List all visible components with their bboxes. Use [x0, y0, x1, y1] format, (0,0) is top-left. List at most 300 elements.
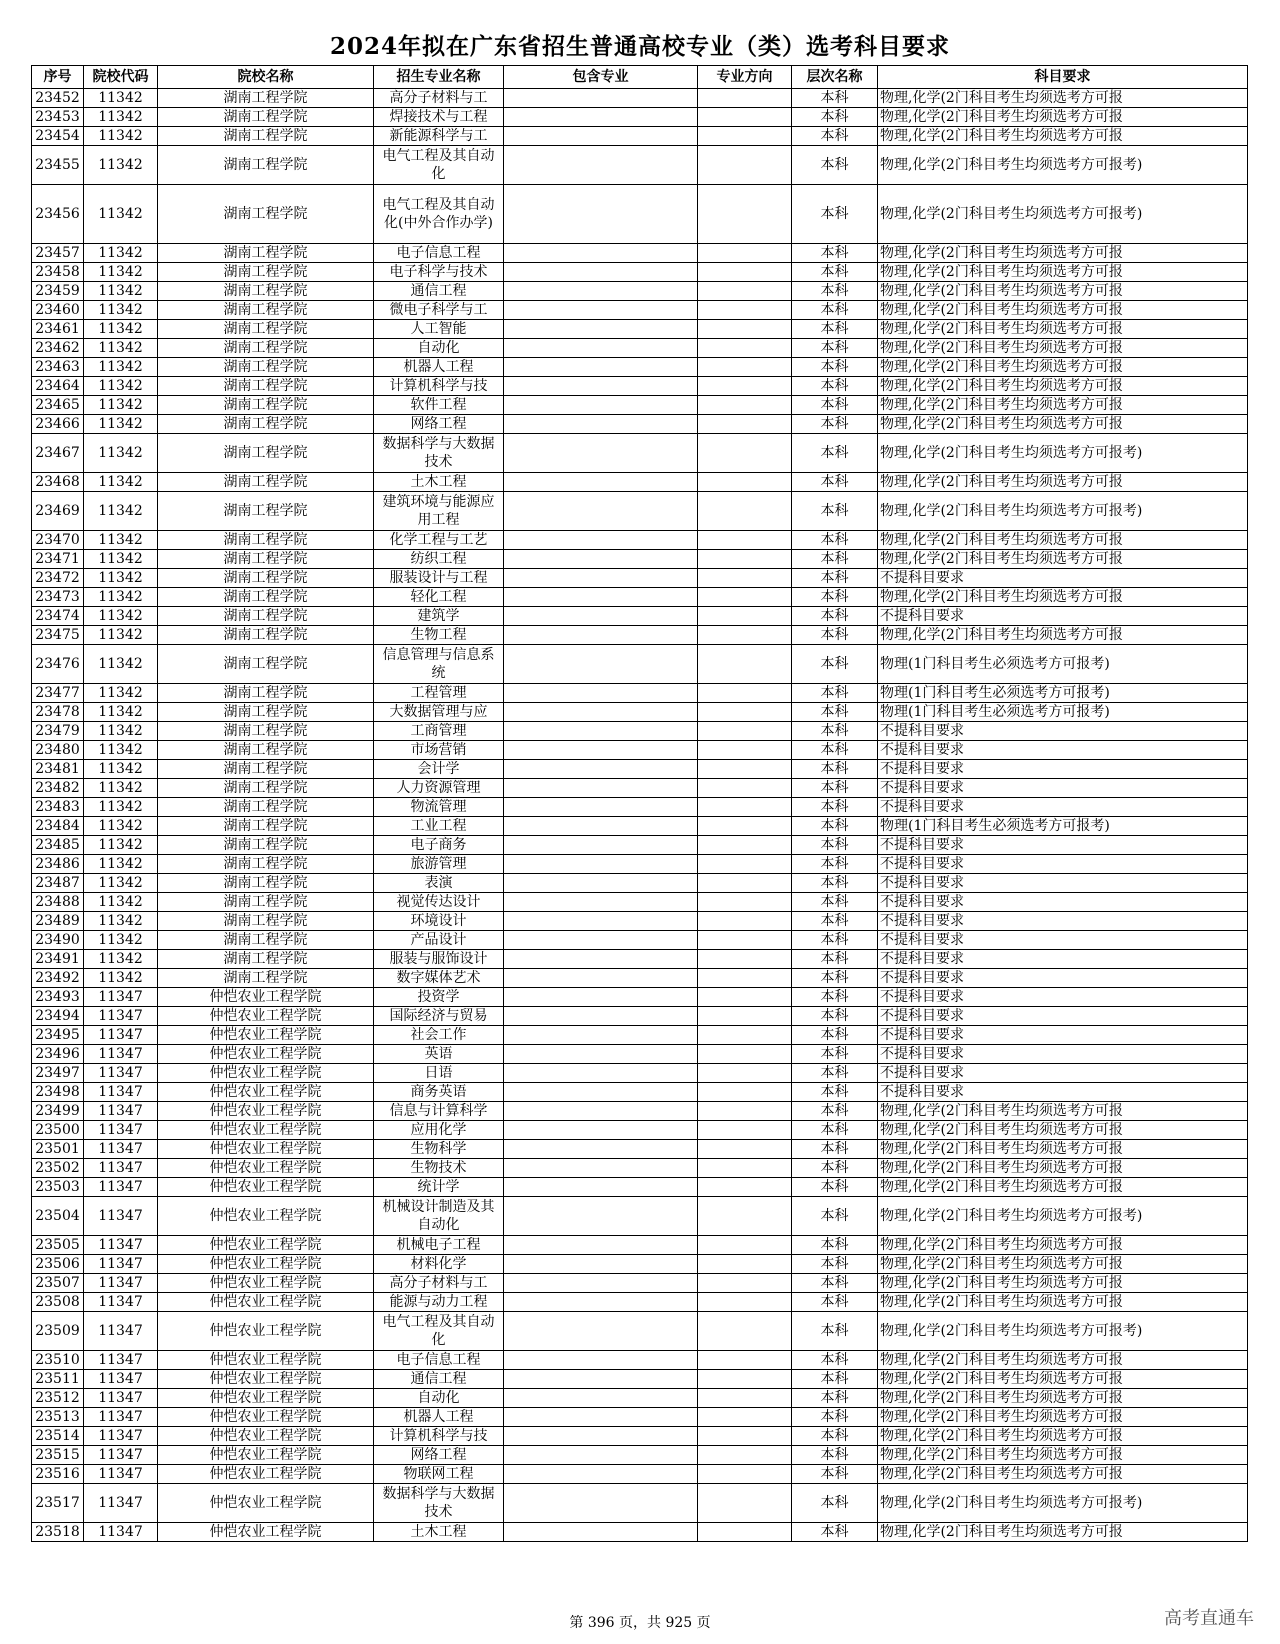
cell-major-name: 电气工程及其自动化	[374, 146, 504, 185]
cell-subject-requirement: 不提科目要求	[878, 950, 1248, 969]
cell-major-name: 机器人工程	[374, 1408, 504, 1427]
cell-level: 本科	[792, 741, 878, 760]
cell-school-name: 湖南工程学院	[158, 146, 374, 185]
cell-seq: 23477	[32, 684, 84, 703]
cell-included-majors	[504, 146, 698, 185]
cell-seq: 23475	[32, 626, 84, 645]
table-row	[32, 1427, 1248, 1446]
cell-seq: 23474	[32, 607, 84, 626]
cell-school-code: 11342	[84, 607, 158, 626]
cell-included-majors	[504, 1274, 698, 1293]
cell-level: 本科	[792, 473, 878, 492]
cell-major-direction	[698, 108, 792, 127]
cell-level: 本科	[792, 607, 878, 626]
cell-major-direction	[698, 684, 792, 703]
cell-major-direction	[698, 626, 792, 645]
cell-level: 本科	[792, 1484, 878, 1523]
cell-school-code: 11342	[84, 760, 158, 779]
cell-school-name: 湖南工程学院	[158, 301, 374, 320]
cell-subject-requirement: 物理,化学(2门科目考生均须选考方可报	[878, 396, 1248, 415]
cell-seq: 23471	[32, 550, 84, 569]
cell-subject-requirement: 不提科目要求	[878, 988, 1248, 1007]
table-row	[32, 1255, 1248, 1274]
cell-major-name: 网络工程	[374, 1446, 504, 1465]
cell-subject-requirement: 物理(1门科目考生必须选考方可报考)	[878, 703, 1248, 722]
cell-level: 本科	[792, 1465, 878, 1484]
cell-seq: 23515	[32, 1446, 84, 1465]
cell-subject-requirement: 物理,化学(2门科目考生均须选考方可报	[878, 1255, 1248, 1274]
cell-seq: 23466	[32, 415, 84, 434]
table-row	[32, 492, 1248, 531]
table-row	[32, 607, 1248, 626]
cell-subject-requirement: 不提科目要求	[878, 722, 1248, 741]
cell-seq: 23481	[32, 760, 84, 779]
cell-seq: 23458	[32, 263, 84, 282]
page-title: 2024年拟在广东省招生普通高校专业（类）选考科目要求	[329, 33, 950, 60]
cell-school-code: 11347	[84, 1083, 158, 1102]
cell-major-name: 土木工程	[374, 1523, 504, 1542]
table-row	[32, 339, 1248, 358]
cell-included-majors	[504, 588, 698, 607]
cell-major-direction	[698, 569, 792, 588]
cell-included-majors	[504, 607, 698, 626]
cell-major-name: 产品设计	[374, 931, 504, 950]
cell-level: 本科	[792, 1140, 878, 1159]
cell-included-majors	[504, 1408, 698, 1427]
cell-subject-requirement: 物理,化学(2门科目考生均须选考方可报	[878, 377, 1248, 396]
cell-level: 本科	[792, 1026, 878, 1045]
cell-major-direction	[698, 1159, 792, 1178]
cell-included-majors	[504, 569, 698, 588]
cell-included-majors	[504, 1083, 698, 1102]
cell-seq: 23472	[32, 569, 84, 588]
cell-major-direction	[698, 1140, 792, 1159]
cell-included-majors	[504, 1026, 698, 1045]
cell-subject-requirement: 物理,化学(2门科目考生均须选考方可报	[878, 1102, 1248, 1121]
cell-major-direction	[698, 1312, 792, 1351]
cell-subject-requirement: 物理,化学(2门科目考生均须选考方可报	[878, 1293, 1248, 1312]
cell-major-name: 生物科学	[374, 1140, 504, 1159]
cell-seq: 23484	[32, 817, 84, 836]
cell-seq: 23490	[32, 931, 84, 950]
cell-major-direction	[698, 358, 792, 377]
cell-level: 本科	[792, 1236, 878, 1255]
cell-level: 本科	[792, 146, 878, 185]
cell-seq: 23509	[32, 1312, 84, 1351]
cell-included-majors	[504, 969, 698, 988]
table-row	[32, 1408, 1248, 1427]
cell-seq: 23456	[32, 185, 84, 244]
cell-seq: 23495	[32, 1026, 84, 1045]
cell-school-name: 仲恺农业工程学院	[158, 1102, 374, 1121]
cell-major-direction	[698, 377, 792, 396]
cell-level: 本科	[792, 531, 878, 550]
cell-level: 本科	[792, 1370, 878, 1389]
header-school-name: 院校名称	[158, 66, 374, 89]
cell-major-name: 电气工程及其自动化(中外合作办学)	[374, 185, 504, 244]
cell-school-code: 11347	[84, 1064, 158, 1083]
table-row	[32, 1045, 1248, 1064]
cell-school-name: 仲恺农业工程学院	[158, 988, 374, 1007]
cell-level: 本科	[792, 244, 878, 263]
cell-seq: 23465	[32, 396, 84, 415]
cell-school-name: 湖南工程学院	[158, 626, 374, 645]
cell-school-code: 11342	[84, 836, 158, 855]
cell-level: 本科	[792, 1159, 878, 1178]
cell-school-name: 仲恺农业工程学院	[158, 1427, 374, 1446]
cell-seq: 23500	[32, 1121, 84, 1140]
cell-subject-requirement: 不提科目要求	[878, 912, 1248, 931]
cell-level: 本科	[792, 1121, 878, 1140]
cell-subject-requirement: 物理,化学(2门科目考生均须选考方可报	[878, 301, 1248, 320]
cell-school-code: 11342	[84, 950, 158, 969]
cell-subject-requirement: 物理,化学(2门科目考生均须选考方可报	[878, 89, 1248, 108]
cell-level: 本科	[792, 912, 878, 931]
cell-included-majors	[504, 531, 698, 550]
cell-school-name: 仲恺农业工程学院	[158, 1274, 374, 1293]
cell-major-name: 工商管理	[374, 722, 504, 741]
cell-major-direction	[698, 607, 792, 626]
cell-school-code: 11342	[84, 301, 158, 320]
requirements-table	[31, 65, 1248, 1542]
cell-major-name: 应用化学	[374, 1121, 504, 1140]
cell-seq: 23473	[32, 588, 84, 607]
table-row	[32, 282, 1248, 301]
cell-school-name: 仲恺农业工程学院	[158, 1007, 374, 1026]
table-row	[32, 1351, 1248, 1370]
cell-school-name: 湖南工程学院	[158, 377, 374, 396]
table-row	[32, 1121, 1248, 1140]
cell-subject-requirement: 物理(1门科目考生必须选考方可报考)	[878, 817, 1248, 836]
cell-subject-requirement: 物理,化学(2门科目考生均须选考方可报	[878, 244, 1248, 263]
cell-included-majors	[504, 1389, 698, 1408]
cell-included-majors	[504, 1312, 698, 1351]
cell-level: 本科	[792, 550, 878, 569]
cell-school-name: 仲恺农业工程学院	[158, 1178, 374, 1197]
cell-school-code: 11342	[84, 358, 158, 377]
cell-school-name: 仲恺农业工程学院	[158, 1523, 374, 1542]
cell-subject-requirement: 物理,化学(2门科目考生均须选考方可报	[878, 1178, 1248, 1197]
cell-major-direction	[698, 550, 792, 569]
cell-school-code: 11347	[84, 988, 158, 1007]
cell-subject-requirement: 不提科目要求	[878, 1083, 1248, 1102]
cell-seq: 23482	[32, 779, 84, 798]
cell-seq: 23511	[32, 1370, 84, 1389]
cell-included-majors	[504, 1293, 698, 1312]
cell-subject-requirement: 物理,化学(2门科目考生均须选考方可报考)	[878, 492, 1248, 531]
cell-included-majors	[504, 1351, 698, 1370]
cell-major-name: 高分子材料与工	[374, 1274, 504, 1293]
table-row	[32, 645, 1248, 684]
cell-school-name: 湖南工程学院	[158, 836, 374, 855]
cell-included-majors	[504, 301, 698, 320]
table-row	[32, 741, 1248, 760]
cell-major-direction	[698, 185, 792, 244]
cell-school-name: 湖南工程学院	[158, 415, 374, 434]
cell-major-name: 人力资源管理	[374, 779, 504, 798]
cell-school-code: 11347	[84, 1446, 158, 1465]
cell-included-majors	[504, 741, 698, 760]
cell-seq: 23463	[32, 358, 84, 377]
table-row	[32, 798, 1248, 817]
cell-major-direction	[698, 703, 792, 722]
cell-level: 本科	[792, 263, 878, 282]
cell-included-majors	[504, 1064, 698, 1083]
cell-subject-requirement: 不提科目要求	[878, 798, 1248, 817]
table-row	[32, 1140, 1248, 1159]
cell-included-majors	[504, 1465, 698, 1484]
cell-seq: 23508	[32, 1293, 84, 1312]
cell-seq: 23505	[32, 1236, 84, 1255]
header-major-direction: 专业方向	[698, 66, 792, 89]
table-row	[32, 1236, 1248, 1255]
cell-major-direction	[698, 741, 792, 760]
cell-school-name: 湖南工程学院	[158, 893, 374, 912]
cell-school-code: 11342	[84, 531, 158, 550]
cell-subject-requirement: 物理,化学(2门科目考生均须选考方可报考)	[878, 434, 1248, 473]
cell-level: 本科	[792, 626, 878, 645]
cell-subject-requirement: 物理,化学(2门科目考生均须选考方可报考)	[878, 1312, 1248, 1351]
cell-major-name: 电气工程及其自动化	[374, 1312, 504, 1351]
cell-seq: 23469	[32, 492, 84, 531]
cell-school-code: 11347	[84, 1312, 158, 1351]
cell-major-direction	[698, 722, 792, 741]
cell-included-majors	[504, 339, 698, 358]
cell-major-name: 通信工程	[374, 282, 504, 301]
cell-school-code: 11342	[84, 684, 158, 703]
cell-seq: 23491	[32, 950, 84, 969]
cell-level: 本科	[792, 1389, 878, 1408]
cell-included-majors	[504, 817, 698, 836]
cell-school-code: 11342	[84, 415, 158, 434]
cell-subject-requirement: 物理,化学(2门科目考生均须选考方可报	[878, 1236, 1248, 1255]
cell-major-direction	[698, 146, 792, 185]
cell-seq: 23518	[32, 1523, 84, 1542]
cell-major-direction	[698, 969, 792, 988]
cell-subject-requirement: 物理,化学(2门科目考生均须选考方可报	[878, 339, 1248, 358]
cell-level: 本科	[792, 108, 878, 127]
table-row	[32, 969, 1248, 988]
cell-major-name: 视觉传达设计	[374, 893, 504, 912]
cell-included-majors	[504, 1370, 698, 1389]
cell-subject-requirement: 不提科目要求	[878, 569, 1248, 588]
cell-major-direction	[698, 1007, 792, 1026]
cell-school-code: 11342	[84, 798, 158, 817]
cell-level: 本科	[792, 339, 878, 358]
cell-major-direction	[698, 1197, 792, 1236]
table-row	[32, 1389, 1248, 1408]
cell-school-name: 仲恺农业工程学院	[158, 1446, 374, 1465]
table-row	[32, 1102, 1248, 1121]
cell-included-majors	[504, 492, 698, 531]
cell-included-majors	[504, 434, 698, 473]
cell-school-code: 11342	[84, 874, 158, 893]
cell-included-majors	[504, 89, 698, 108]
cell-level: 本科	[792, 1178, 878, 1197]
cell-seq: 23507	[32, 1274, 84, 1293]
cell-school-code: 11347	[84, 1255, 158, 1274]
cell-major-name: 投资学	[374, 988, 504, 1007]
cell-major-name: 自动化	[374, 339, 504, 358]
table-row	[32, 760, 1248, 779]
cell-seq: 23470	[32, 531, 84, 550]
cell-seq: 23493	[32, 988, 84, 1007]
cell-school-code: 11342	[84, 855, 158, 874]
cell-level: 本科	[792, 1045, 878, 1064]
cell-school-name: 湖南工程学院	[158, 569, 374, 588]
cell-level: 本科	[792, 492, 878, 531]
table-row	[32, 950, 1248, 969]
cell-school-code: 11342	[84, 127, 158, 146]
cell-seq: 23452	[32, 89, 84, 108]
cell-major-direction	[698, 1102, 792, 1121]
cell-level: 本科	[792, 1427, 878, 1446]
cell-school-name: 仲恺农业工程学院	[158, 1026, 374, 1045]
cell-school-name: 湖南工程学院	[158, 779, 374, 798]
cell-school-code: 11342	[84, 588, 158, 607]
cell-included-majors	[504, 244, 698, 263]
cell-school-code: 11347	[84, 1236, 158, 1255]
cell-major-direction	[698, 473, 792, 492]
cell-seq: 23516	[32, 1465, 84, 1484]
table-row	[32, 1274, 1248, 1293]
cell-included-majors	[504, 1197, 698, 1236]
table-row	[32, 588, 1248, 607]
header-included-majors: 包含专业	[504, 66, 698, 89]
cell-school-code: 11342	[84, 146, 158, 185]
cell-school-name: 湖南工程学院	[158, 684, 374, 703]
cell-included-majors	[504, 626, 698, 645]
cell-subject-requirement: 不提科目要求	[878, 855, 1248, 874]
cell-major-name: 市场营销	[374, 741, 504, 760]
cell-seq: 23457	[32, 244, 84, 263]
cell-included-majors	[504, 874, 698, 893]
cell-major-name: 英语	[374, 1045, 504, 1064]
table-row	[32, 722, 1248, 741]
table-row	[32, 146, 1248, 185]
cell-school-name: 仲恺农业工程学院	[158, 1465, 374, 1484]
cell-major-name: 环境设计	[374, 912, 504, 931]
cell-level: 本科	[792, 127, 878, 146]
cell-school-name: 湖南工程学院	[158, 588, 374, 607]
cell-level: 本科	[792, 1408, 878, 1427]
cell-major-direction	[698, 988, 792, 1007]
table-row	[32, 779, 1248, 798]
cell-included-majors	[504, 893, 698, 912]
table-row	[32, 855, 1248, 874]
cell-major-direction	[698, 244, 792, 263]
cell-school-code: 11342	[84, 779, 158, 798]
cell-included-majors	[504, 1427, 698, 1446]
cell-school-code: 11347	[84, 1389, 158, 1408]
cell-major-direction	[698, 645, 792, 684]
cell-school-code: 11347	[84, 1427, 158, 1446]
cell-seq: 23506	[32, 1255, 84, 1274]
cell-included-majors	[504, 1007, 698, 1026]
cell-major-name: 信息与计算科学	[374, 1102, 504, 1121]
cell-level: 本科	[792, 1255, 878, 1274]
table-row	[32, 893, 1248, 912]
cell-major-direction	[698, 339, 792, 358]
header-seq: 序号	[32, 66, 84, 89]
cell-major-direction	[698, 1465, 792, 1484]
cell-subject-requirement: 物理,化学(2门科目考生均须选考方可报	[878, 550, 1248, 569]
cell-level: 本科	[792, 836, 878, 855]
cell-school-name: 湖南工程学院	[158, 358, 374, 377]
cell-included-majors	[504, 263, 698, 282]
cell-school-code: 11342	[84, 339, 158, 358]
cell-major-name: 轻化工程	[374, 588, 504, 607]
cell-seq: 23455	[32, 146, 84, 185]
cell-seq: 23454	[32, 127, 84, 146]
cell-level: 本科	[792, 434, 878, 473]
cell-subject-requirement: 物理(1门科目考生必须选考方可报考)	[878, 645, 1248, 684]
cell-seq: 23496	[32, 1045, 84, 1064]
cell-major-name: 微电子科学与工	[374, 301, 504, 320]
cell-school-name: 仲恺农业工程学院	[158, 1045, 374, 1064]
cell-level: 本科	[792, 1293, 878, 1312]
cell-major-direction	[698, 1026, 792, 1045]
table-row	[32, 108, 1248, 127]
cell-major-direction	[698, 396, 792, 415]
table-row	[32, 1083, 1248, 1102]
table-row	[32, 1446, 1248, 1465]
cell-school-code: 11342	[84, 569, 158, 588]
cell-major-name: 电子商务	[374, 836, 504, 855]
cell-major-name: 人工智能	[374, 320, 504, 339]
table-row	[32, 569, 1248, 588]
cell-subject-requirement: 物理,化学(2门科目考生均须选考方可报	[878, 473, 1248, 492]
cell-major-direction	[698, 492, 792, 531]
cell-school-name: 仲恺农业工程学院	[158, 1351, 374, 1370]
cell-level: 本科	[792, 415, 878, 434]
cell-school-code: 11342	[84, 550, 158, 569]
cell-seq: 23467	[32, 434, 84, 473]
cell-major-name: 软件工程	[374, 396, 504, 415]
cell-school-code: 11347	[84, 1523, 158, 1542]
cell-school-code: 11342	[84, 473, 158, 492]
cell-school-name: 湖南工程学院	[158, 89, 374, 108]
cell-included-majors	[504, 415, 698, 434]
cell-subject-requirement: 不提科目要求	[878, 741, 1248, 760]
table-row	[32, 531, 1248, 550]
cell-subject-requirement: 不提科目要求	[878, 607, 1248, 626]
cell-seq: 23464	[32, 377, 84, 396]
cell-subject-requirement: 物理,化学(2门科目考生均须选考方可报	[878, 282, 1248, 301]
header-level: 层次名称	[792, 66, 878, 89]
cell-included-majors	[504, 1102, 698, 1121]
cell-school-code: 11342	[84, 703, 158, 722]
cell-school-code: 11347	[84, 1465, 158, 1484]
cell-subject-requirement: 不提科目要求	[878, 893, 1248, 912]
cell-school-code: 11347	[84, 1102, 158, 1121]
cell-school-code: 11347	[84, 1484, 158, 1523]
cell-major-direction	[698, 836, 792, 855]
table-row	[32, 244, 1248, 263]
cell-level: 本科	[792, 798, 878, 817]
cell-level: 本科	[792, 893, 878, 912]
cell-included-majors	[504, 396, 698, 415]
cell-major-direction	[698, 1408, 792, 1427]
cell-seq: 23513	[32, 1408, 84, 1427]
cell-major-direction	[698, 1484, 792, 1523]
cell-school-code: 11342	[84, 377, 158, 396]
cell-included-majors	[504, 645, 698, 684]
cell-subject-requirement: 物理,化学(2门科目考生均须选考方可报考)	[878, 146, 1248, 185]
cell-included-majors	[504, 950, 698, 969]
cell-subject-requirement: 不提科目要求	[878, 779, 1248, 798]
cell-major-name: 生物工程	[374, 626, 504, 645]
